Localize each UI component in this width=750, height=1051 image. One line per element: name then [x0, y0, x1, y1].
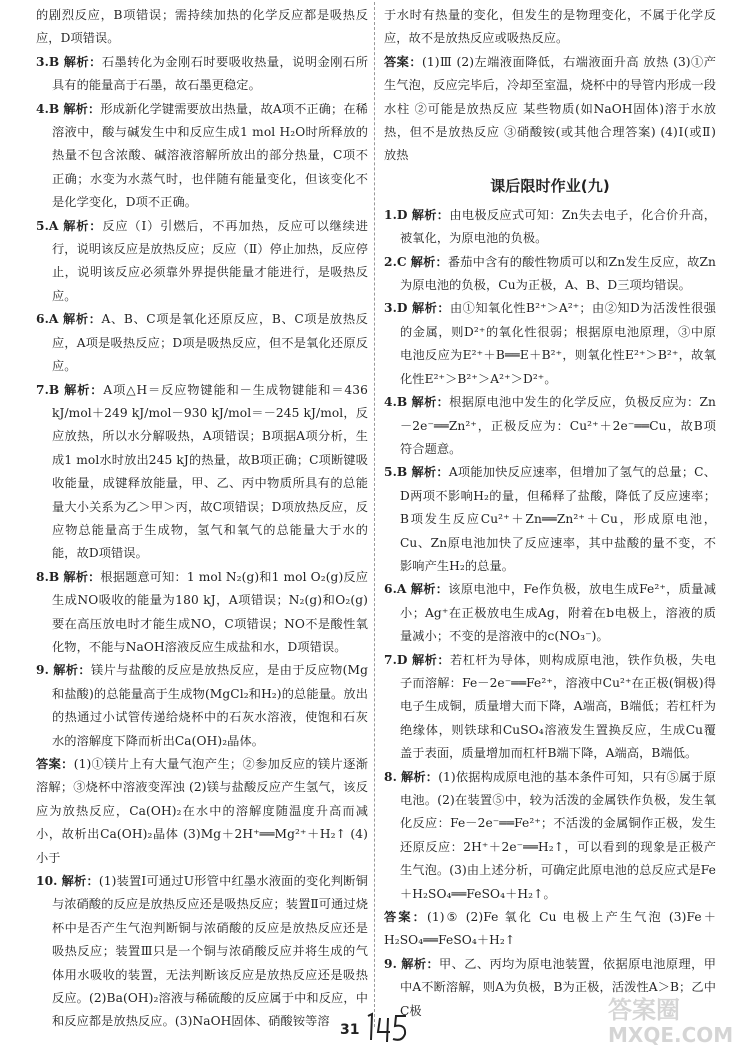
question-number: 9.: [384, 956, 397, 971]
question-number: 2.C: [384, 254, 407, 269]
analysis-label: 解析：: [63, 101, 101, 116]
solution-paragraph: [36, 51, 368, 98]
paragraph-text: 镁片与盐酸的反应是放热反应，是由于反应物(Mg和盐酸)的总能量高于生成物(MgCl₂和H₂)的总能量。放出的热通过小试管传递给烧杯中的石灰水溶液，使饱和石灰水的溶解度下降而析出Ca(OH)₂晶体。: [52, 663, 368, 748]
svg-text:答案圈: 答案圈: [608, 996, 680, 1024]
paragraph-text: (1)①镁片上有大量气泡产生；②参加反应的镁片逐渐溶解；③烧杯中溶液变浑浊 (2)镁与盐酸反应产生氢气，该反应为放热反应，Ca(OH)₂在水中的溶解度随温度升高而减小，故析出Ca(OH)₂晶体 (3)Mg＋2H⁺══Mg²⁺＋H₂↑ (4)小于: [36, 757, 368, 865]
question-number: 8.: [384, 769, 397, 784]
paragraph-text: 根据题意可知：1 mol N₂(g)和1 mol O₂(g)反应生成NO吸收的能量为180 kJ，A项错误；N₂(g)和O₂(g)要在高压放电时才能生成NO，C项错误；NO不是酸性氧化物，不能与NaOH溶液反应生成盐和水，D项错误。: [52, 569, 368, 654]
question-number: 4.B: [384, 395, 408, 410]
analysis-label: 解析：: [63, 54, 102, 69]
question-number: 6.A: [384, 582, 407, 597]
answer-paragraph: [384, 906, 716, 953]
question-number: 6.A: [36, 312, 59, 327]
column-divider: [374, 2, 375, 1027]
paragraph-text: 该原电池中，Fe作负极，放电生成Fe²⁺，质量减小；Ag⁺在正极放电生成Ag，附着在b电极上，溶液的质量减小；不变的是溶液中的c(NO₃⁻)。: [400, 582, 716, 644]
paragraph-text: (1)Ⅲ (2)左端液面降低，右端液面升高 放热 (3)①产生气泡，反应完毕后，冷却至室温，烧杯中的导管内形成一段水柱 ②可能是放热反应 某些物质(如NaOH固体)溶于水放热，但不是放热反应 ③硝酸铵(或其他合理答案) (4)Ⅰ(或Ⅱ) 放热: [384, 54, 716, 163]
question-number: 5.A: [36, 218, 59, 233]
paragraph-text: 反应（Ⅰ）引燃后，不再加热，反应可以继续进行，说明该反应是放热反应；反应（Ⅱ）停止加热，反应停止，说明该反应必须靠外界提供能量才能进行，是吸热反应。: [52, 218, 368, 303]
solution-paragraph: [384, 766, 716, 906]
analysis-label: 解析：: [411, 301, 450, 316]
solution-paragraph: [384, 297, 716, 391]
answer-paragraph: [36, 753, 368, 870]
question-number: 1.D: [384, 207, 408, 222]
paragraph-text: 于水时有热量的变化，但发生的是物理变化，不属于化学反应，故不是放热反应或吸热反应。: [384, 8, 716, 46]
solution-paragraph: [384, 251, 716, 298]
solution-paragraph: [384, 461, 716, 578]
solution-paragraph: [36, 98, 368, 215]
solution-paragraph: [36, 870, 368, 1034]
question-number: 9.: [36, 663, 49, 678]
analysis-label: 解析：: [411, 465, 449, 480]
right-column: [384, 4, 716, 1023]
question-number: 10.: [36, 874, 58, 889]
answer-label: 答案：: [384, 54, 422, 69]
analysis-label: 解析：: [410, 254, 448, 269]
answer-paragraph: [384, 51, 716, 168]
answer-label: 答案：: [36, 757, 74, 771]
analysis-label: 解析：: [411, 207, 450, 222]
analysis-label: 解析：: [401, 769, 439, 784]
analysis-label: 解析：: [63, 569, 101, 584]
paragraph-text: 的剧烈反应，B项错误；需持续加热的化学反应都是吸热反应，D项错误。: [36, 8, 368, 46]
paragraph-text: 若杠杆为导体，则构成原电池，铁作负极，失电子而溶解：Fe－2e⁻══Fe²⁺，溶液中Cu²⁺在正极(铜极)得电子生成铜，质量增大而下降，A端高，B端低；若杠杆为绝缘体，则铁球和CuSO₄溶液发生置换反应，生成Cu覆盖于表面，质量增加而杠杆B端下降，A端高，B端低。: [400, 652, 716, 761]
question-number: 3.B: [36, 54, 60, 69]
paragraph-text: (1)装置Ⅰ可通过U形管中红墨水液面的变化判断铜与浓硝酸的反应是放热反应还是吸热反应；装置Ⅱ可通过烧杯中是否产生气泡判断铜与浓硝酸的反应是放热反应还是吸热反应；装置Ⅲ只是一个铜与浓硝酸反应并将生成的气体用水吸收的装置，无法判断该反应是放热反应还是吸热反应。(2)Ba(OH)₂溶液与稀硫酸的反应属于中和反应，中和反应都是放热反应。(3)NaOH固体、硝酸铵等溶: [52, 874, 368, 1029]
paragraph-text: A项能加快反应速率，但增加了氢气的总量；C、D两项不影响H₂的量，但稀释了盐酸，降低了反应速率；B项发生反应Cu²⁺＋Zn══Zn²⁺＋Cu，形成原电池，Cu、Zn原电池加快了反应速率，其中盐酸的量不变，不影响产生H₂的总量。: [400, 465, 717, 573]
solution-paragraph: [384, 204, 716, 251]
paragraph-text: 由①知氧化性B²⁺＞A²⁺；由②知D为活泼性很强的金属，则D²⁺的氧化性很弱；根据原电池原理，③中原电池反应为E²⁺＋B══E＋B²⁺，则氧化性E²⁺＞B²⁺，故氧化性E²⁺＞B²⁺＞A²⁺＞D²⁺。: [400, 301, 716, 386]
question-number: 5.B: [384, 465, 408, 480]
analysis-label: 解析：: [411, 652, 451, 667]
question-number: 3.D: [384, 301, 408, 316]
paragraph-text: (1)⑤ (2)Fe 氧化 Cu 电极上产生气泡 (3)Fe＋H₂SO₄══FeSO₄＋H₂↑: [384, 910, 716, 948]
solution-paragraph: [384, 391, 716, 461]
svg-text:MXQE.COM: MXQE.COM: [608, 1023, 734, 1047]
solution-paragraph: [36, 379, 368, 566]
solution-paragraph: [384, 4, 716, 51]
solution-paragraph: [384, 649, 716, 766]
section-title: 课后限时作业(九): [490, 176, 610, 195]
analysis-label: 解析：: [411, 395, 450, 410]
question-number: 8.B: [36, 569, 60, 584]
question-number: 7.D: [384, 652, 408, 667]
question-number: 4.B: [36, 101, 60, 116]
answer-label: 答案：: [384, 910, 427, 925]
analysis-label: 解析：: [401, 956, 440, 971]
paragraph-text: A、B、C项是氧化还原反应，B、C项是放热反应，A项是吸热反应；D项是吸热反应，但不是氧化还原反应。: [52, 312, 368, 374]
paragraph-text: 根据原电池中发生的化学反应，负极反应为：Zn－2e⁻══Zn²⁺，正极反应为：Cu²⁺＋2e⁻══Cu，故B项符合题意。: [400, 395, 716, 456]
question-number: 7.B: [36, 382, 60, 397]
paragraph-text: 甲、乙、丙均为原电池装置，依据原电池原理，甲中A不断溶解，则A为负极，B为正极，活泼性A＞B；乙中C极: [400, 956, 716, 1018]
analysis-label: 解析：: [53, 663, 91, 678]
paragraph-text: 由电极反应式可知：Zn失去电子，化合价升高，被氧化，为原电池的负极。: [400, 207, 716, 246]
solution-paragraph: [384, 578, 716, 648]
watermark-logo: [600, 990, 740, 1048]
paragraph-text: 番茄中含有的酸性物质可以和Zn发生反应，故Zn为原电池的负极，Cu为正极，A、B、D三项均错误。: [400, 254, 716, 293]
solution-paragraph: [36, 566, 368, 660]
paragraph-text: 石墨转化为金刚石时要吸收热量，说明金刚石所具有的能量高于石墨，故石墨更稳定。: [52, 54, 368, 93]
handwritten-page-number: [362, 1010, 412, 1044]
paragraph-text: A项△H＝反应物键能和－生成物键能和＝436 kJ/mol＋249 kJ/mol－930 kJ/mol＝－245 kJ/mol，反应放热，所以水分解吸热，A项错误；B项据A项分析，生成1 mol水时放出245 kJ的热量，故B项正确；C项断键吸收能量，成键释放能量，甲、乙、丙中物质所具有的总能量大小关系为乙＞甲＞丙，故C项错误；D项放热反应，反应物总能量高于生成物，氢气和氧气的总能量大于水的能，故D项错误。: [52, 382, 368, 561]
paragraph-text: 形成新化学键需要放出热量，故A项不正确；在稀溶液中，酸与碱发生中和反应生成1 mol H₂O时所释放的热量不包含浓酸、碱溶液溶解所放出的部分热量，C项不正确；水变为水蒸气时，也伴随有能量变化，但该变化不是化学变化，D项不正确。: [52, 101, 368, 210]
paragraph-text: (1)依据构成原电池的基本条件可知，只有⑤属于原电池。(2)在装置⑤中，较为活泼的金属铁作负极，发生氧化反应：Fe－2e⁻══Fe²⁺；不活泼的金属铜作正极，发生还原反应：2H⁺＋2e⁻══H₂↑，可以看到的现象是正极产生气泡。(3)由上述分析，可确定此原电池的总反应式是Fe＋H₂SO₄══FeSO₄＋H₂↑。: [400, 769, 716, 901]
analysis-label: 解析：: [64, 382, 104, 397]
analysis-label: 解析：: [63, 218, 103, 233]
left-column: [36, 4, 368, 1034]
analysis-label: 解析：: [63, 312, 102, 327]
solution-paragraph: [36, 215, 368, 309]
solution-paragraph: [36, 4, 368, 51]
analysis-label: 解析：: [61, 874, 99, 889]
page-number: 31: [340, 1022, 360, 1038]
solution-paragraph: [36, 659, 368, 753]
solution-paragraph: [36, 308, 368, 378]
analysis-label: 解析：: [410, 582, 449, 597]
